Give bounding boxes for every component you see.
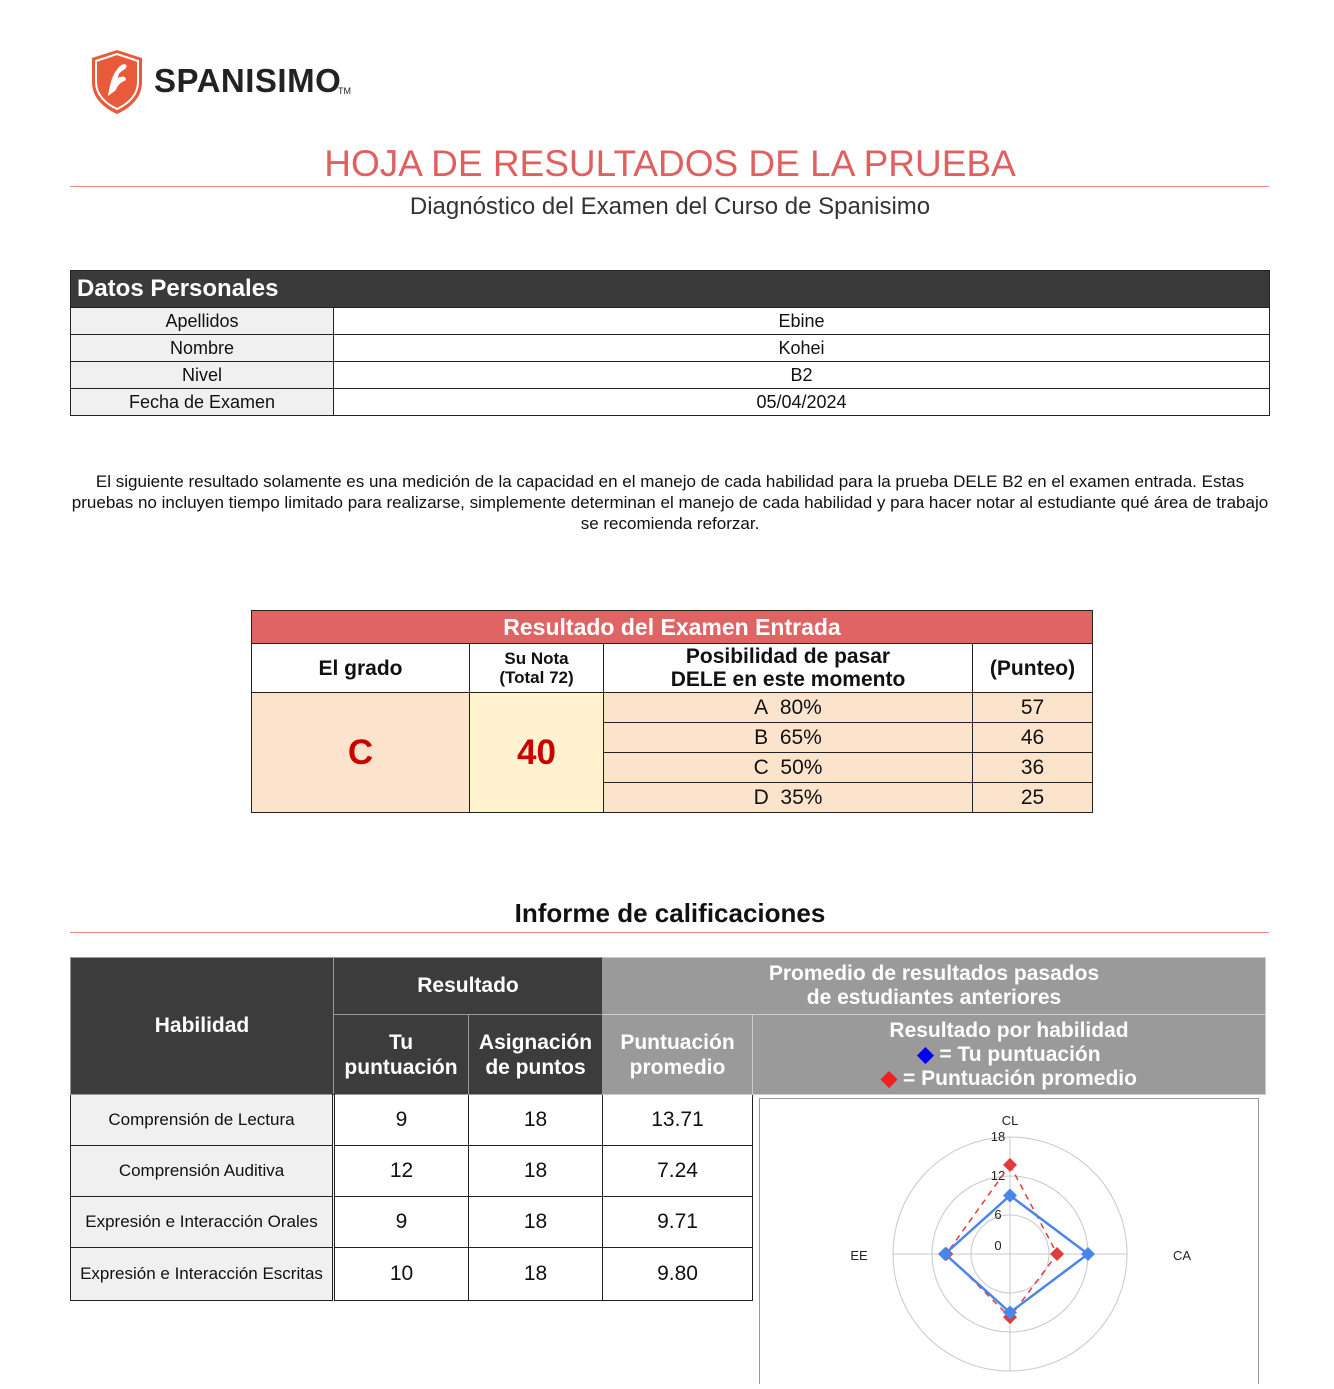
field-value: 05/04/2024 <box>334 389 1270 416</box>
band-points: 46 <box>973 723 1093 753</box>
spanisimo-logo <box>86 48 356 116</box>
legend-avg-label: = Puntuación promedio <box>903 1066 1137 1090</box>
band-points: 36 <box>973 753 1093 783</box>
tick-label: 18 <box>990 1129 1006 1144</box>
allocation: 18 <box>469 1095 603 1146</box>
band-chance <box>604 783 973 813</box>
legend-you <box>753 1043 1265 1067</box>
page-subtitle: Diagnóstico del Examen del Curso de Spanisimo <box>409 193 931 220</box>
field-label: Nombre <box>71 335 334 362</box>
average-score-line2: promedio <box>629 1055 726 1079</box>
shield-logo-icon <box>86 48 148 116</box>
result-header: Resultado <box>334 958 603 1015</box>
skill-name: Expresión e Interacción Orales <box>71 1197 334 1248</box>
axis-label: CL <box>1001 1113 1019 1128</box>
field-value: Ebine <box>334 308 1270 335</box>
chart-header-title: Resultado por habilidad <box>889 1018 1129 1042</box>
field-value: Kohei <box>334 335 1270 362</box>
your-score: 9 <box>334 1095 469 1146</box>
point-average-marker <box>1050 1247 1064 1261</box>
result-banner: Resultado del Examen Entrada <box>252 611 1093 644</box>
table-row <box>71 335 1270 362</box>
past-average-header <box>603 958 1266 1015</box>
your-score: 10 <box>334 1248 469 1301</box>
band-chance <box>604 693 973 723</box>
chance-header-line2: DELE en este momento <box>670 668 906 691</box>
chance-header <box>604 644 973 693</box>
band-letter: D <box>753 785 769 809</box>
tick-label: 0 <box>994 1238 1002 1253</box>
series-line-average <box>946 1165 1057 1317</box>
band-chance <box>604 753 973 783</box>
brand-name: SPANISIMO <box>154 62 342 99</box>
page-title: HOJA DE RESULTADOS DE LA PRUEBA <box>324 143 1016 184</box>
allocation: 18 <box>469 1197 603 1248</box>
band-pct: 65% <box>779 725 822 749</box>
your-score-line1: Tu <box>388 1030 414 1054</box>
band-letter: B <box>754 725 769 749</box>
band-points: 57 <box>973 693 1093 723</box>
field-label: Nivel <box>71 362 334 389</box>
red-diamond-icon: ◆ <box>881 1066 898 1090</box>
field-label: Fecha de Examen <box>71 389 334 416</box>
score-header <box>470 644 604 693</box>
radar-chart <box>760 1099 1258 1384</box>
table-row <box>71 389 1270 416</box>
chart-header <box>753 1015 1266 1095</box>
chance-header-line1: Posibilidad de pasar <box>685 645 891 668</box>
average-score-header <box>603 1015 753 1095</box>
tick-label: 6 <box>994 1207 1002 1222</box>
grade-value: C <box>252 693 470 813</box>
average-score-line1: Puntuación <box>620 1030 735 1054</box>
score-header-line1: Su Nota <box>504 649 569 668</box>
report-divider <box>70 932 1269 933</box>
table-row <box>71 362 1270 389</box>
allocation: 18 <box>469 1146 603 1197</box>
average-score: 9.80 <box>603 1248 753 1301</box>
allocation: 18 <box>469 1248 603 1301</box>
band-pct: 35% <box>780 785 823 809</box>
trademark: TM <box>338 86 351 96</box>
legend-avg <box>753 1067 1265 1091</box>
table-row <box>71 308 1270 335</box>
exam-result-table <box>251 610 1093 813</box>
band-letter: A <box>754 695 769 719</box>
average-score: 9.71 <box>603 1197 753 1248</box>
score-value: 40 <box>470 693 604 813</box>
points-header: (Punteo) <box>973 644 1093 693</box>
band-pct: 50% <box>780 755 823 779</box>
legend-you-label: = Tu puntuación <box>939 1042 1101 1066</box>
your-score: 9 <box>334 1197 469 1248</box>
skill-name: Expresión e Interacción Escritas <box>71 1248 334 1301</box>
average-score: 7.24 <box>603 1146 753 1197</box>
axis-label: EE <box>850 1248 868 1263</box>
grade-header: El grado <box>252 644 470 693</box>
allocation-header <box>469 1015 603 1095</box>
tick-label: 12 <box>990 1168 1006 1183</box>
skill-name: Comprensión Auditiva <box>71 1146 334 1197</box>
your-score: 12 <box>334 1146 469 1197</box>
past-average-line2: de estudiantes anteriores <box>806 986 1062 1009</box>
title-divider <box>70 186 1269 187</box>
band-points: 25 <box>973 783 1093 813</box>
score-header-line2: (Total 72) <box>499 668 574 687</box>
average-score: 13.71 <box>603 1095 753 1146</box>
band-pct: 80% <box>779 695 822 719</box>
personal-data-heading: Datos Personales <box>71 271 1270 308</box>
blue-diamond-icon: ◆ <box>917 1042 934 1066</box>
your-score-line2: puntuación <box>344 1055 458 1079</box>
skill-header: Habilidad <box>71 958 334 1095</box>
axis-label: CA <box>1172 1248 1192 1263</box>
band-chance <box>604 723 973 753</box>
allocation-line1: Asignación <box>478 1030 593 1054</box>
band-letter: C <box>753 755 769 779</box>
radar-chart-panel <box>759 1098 1259 1384</box>
field-label: Apellidos <box>71 308 334 335</box>
report-title: Informe de calificaciones <box>514 898 826 928</box>
past-average-line1: Promedio de resultados pasados <box>768 962 1100 985</box>
personal-data-table <box>70 270 1270 416</box>
skill-name: Comprensión de Lectura <box>71 1095 334 1146</box>
allocation-line2: de puntos <box>485 1055 586 1079</box>
your-score-header <box>334 1015 469 1095</box>
notice-text: El siguiente resultado solamente es una medición de la capacidad en el manejo de cada habilidad para la prueba DELE B2 en el examen entrada. Estas pruebas no incluyen tiempo limitado para realizarse, simplemente determinan el manejo de cada habilidad y para hacer notar al estudiante qué área de trabajo se recomienda reforzar. <box>71 472 1269 533</box>
field-value: B2 <box>334 362 1270 389</box>
